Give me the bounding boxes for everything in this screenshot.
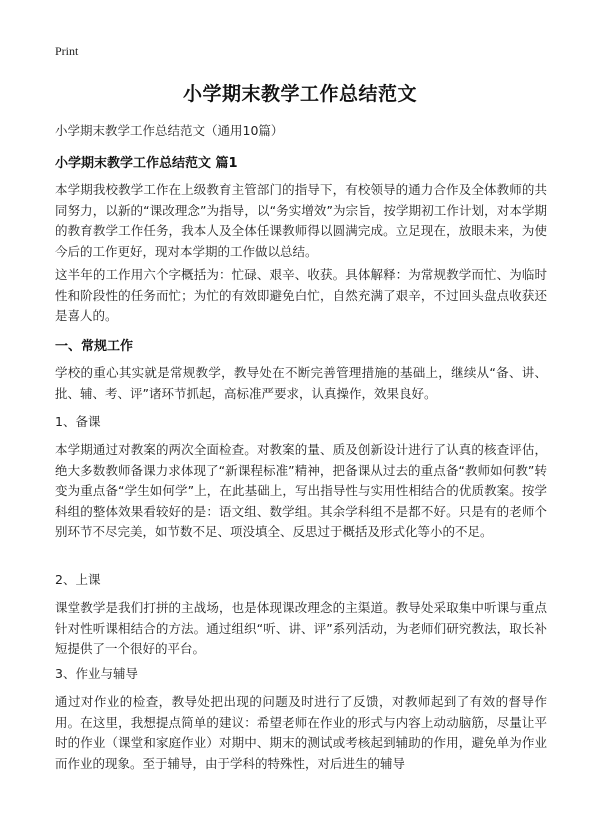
routine-heading: 一、常规工作 bbox=[55, 339, 134, 354]
section-heading: 小学期末教学工作总结范文 篇1 bbox=[55, 156, 238, 171]
class-paragraph: 课堂教学是我们打拼的主战场，也是体现课改理念的主渠道。教导处采取集中听课与重点针对性听课相结合的方法。通过组织“听、讲、评”系列活动，为老师们研究教法，取长补短提供了一个很好的平台。 bbox=[55, 600, 547, 656]
class-heading: 2、上课 bbox=[55, 572, 101, 587]
document-title: 小学期末教学工作总结范文 bbox=[182, 83, 417, 105]
lesson-prep-paragraph: 本学期通过对教案的两次全面检查。对教案的量、质及创新设计进行了认真的核查评估，绝大多数教师备课力求体现了“新课程标准”精神，把备课从过去的重点备“教师如何教”转变为重点备“学生如何学”上，在此基础上，写出指导性与实用性相结合的优质教案。按学科组的整体效果看较好的是：语文组、数学组。其余学科组不是都不好。只是有的老师个别环节不尽完美，如节数不足、项没填全、反思过于概括及形式化等小的不足。 bbox=[55, 442, 547, 539]
document-subtitle: 小学期末教学工作总结范文（通用10篇） bbox=[55, 123, 284, 138]
lesson-prep-heading: 1、备课 bbox=[55, 414, 101, 429]
homework-heading: 3、作业与辅导 bbox=[55, 666, 138, 681]
intro-paragraph: 本学期我校教学工作在上级教育主管部门的指导下，有校领导的通力合作及全体教师的共同努力，以新的“课改理念”为指导，以“务实增效”为宗旨，按学期初工作计划，对本学期的教育教学工作任务，我本人及全体任课教师得以圆满完成。立足现在，放眼未来，为使今后的工作更好，现对本学期的工作做以总结。 bbox=[55, 182, 547, 259]
routine-paragraph: 学校的重心其实就是常规教学，教导处在不断完善管理措施的基础上，继续从“备、讲、批、辅、考、评”诸环节抓起，高标准严要求，认真操作，效果良好。 bbox=[55, 365, 547, 401]
homework-paragraph: 通过对作业的检查，教导处把出现的问题及时进行了反馈，对教师起到了有效的督导作用。在这里，我想提点简单的建议：希望老师在作业的形式与内容上动动脑筋，尽量让平时的作业（课堂和家庭作业）对期中、期末的测试或考核起到辅助的作用，避免单为作业而作业的现象。至于辅导，由于学科的特殊性，对后进生的辅导 bbox=[55, 694, 547, 771]
summary-paragraph: 这半年的工作用六个字概括为：忙碌、艰辛、收获。具体解释：为常规教学而忙、为临时性和阶段性的任务而忙；为忙的有效即避免白忙，自然充满了艰辛，不过回头盘点收获还是喜人的。 bbox=[55, 267, 547, 323]
print-label[interactable]: Print bbox=[55, 44, 79, 58]
